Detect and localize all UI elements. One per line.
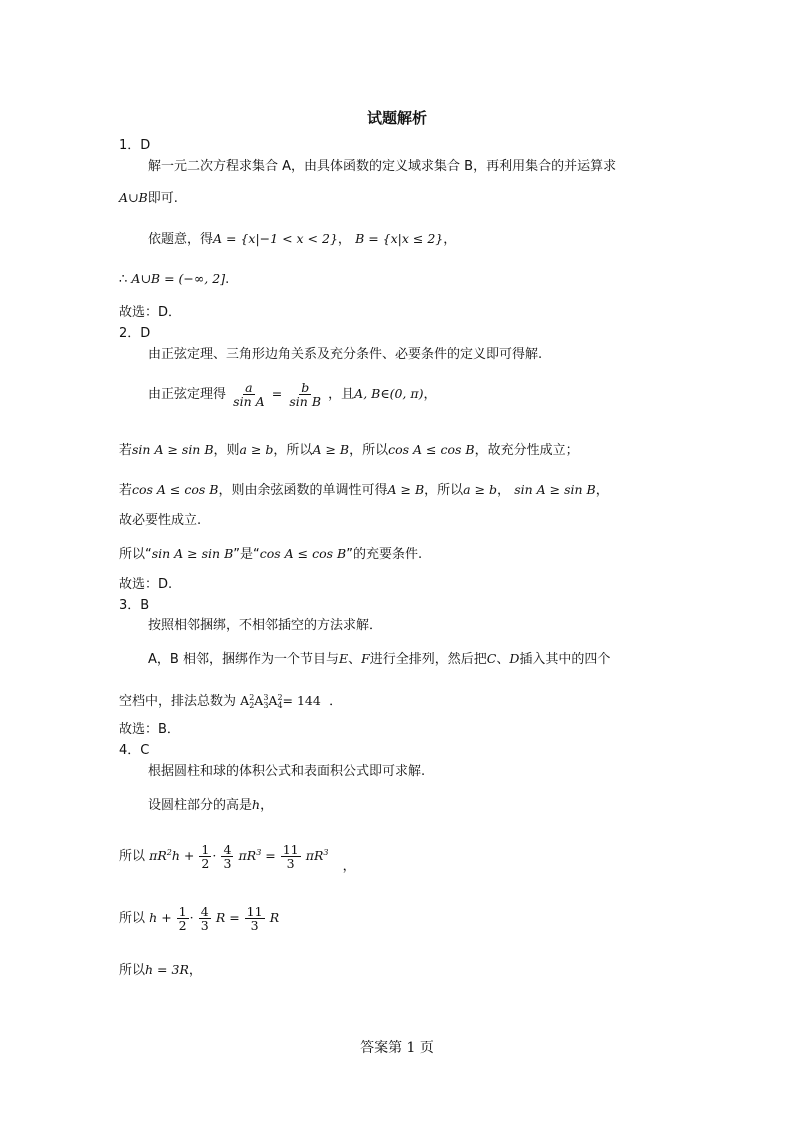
fraction-b-over-sinB: $\frac{b}{\text{sin B}}$ [289,380,322,409]
arrangement-expression: A 2 2 A 3 3 A 2 4 [240,692,283,710]
q2-necessity: 若cos A ≤ cos B，则由余弦函数的单调性可得A ≥ B，所以a ≥ b， sin A ≥ sin B， [119,482,609,498]
q3-number: 3．B [119,598,150,613]
q1-answer: 故选：D． [119,305,182,320]
q4-analysis: 根据圆柱和球的体积公式和表面积公式即可求解. [148,764,426,779]
q3-total: 空档中，排法总数为 A 2 2 A 3 3 A 2 4 = 144 ． [119,692,343,710]
q4-number: 4．C [119,743,150,758]
q1-analysis: 解一元二次方程求集合 A，由具体函数的定义域求集合 B，再利用集合的并运算求 [148,159,617,174]
q4-volume-eq: 所以 $\pi R^2h$ + $\frac{1}{2}$ · $\frac{4}{3}$ $\pi R^3$ = $\frac{11}{3}$ $\pi R^3$ ， [119,842,356,874]
q2-necessity-result: 故必要性成立. [119,513,202,528]
q4-height-def: 设圆柱部分的高是h， [148,797,274,813]
q4-height-eq: 所以 h + $\frac{1}{2}$ · $\frac{4}{3}$ R = $\frac{11}{3}$ R [119,904,280,933]
q3-answer: 故选：B． [119,722,180,737]
q2-conclusion: 所以“sin A ≥ sin B”是“cos A ≤ cos B”的充要条件. [119,546,423,562]
q3-analysis: 按照相邻捆绑，不相邻插空的方法求解． [148,618,383,633]
q1-analysis-cont: A∪B即可. [119,190,178,206]
page-footer: 答案第 1 页 [360,1040,434,1056]
fraction-a-over-sinA: $\frac{a}{\text{sin A}}$ [233,380,265,409]
q2-number: 2．D [119,326,151,341]
q1-step: 依题意，得A = {x|−1 < x < 2}， B = {x|x ≤ 2}， [148,231,457,247]
q1-conclusion: ∴ A∪B = (−∞, 2]. [119,271,230,287]
page-title: 试题解析 [366,109,427,127]
q2-analysis: 由正弦定理、三角形边角关系及充分条件、必要条件的定义即可得解. [148,347,543,362]
q4-result: 所以h = 3R， [119,962,202,978]
q3-step: A，B 相邻，捆绑作为一个节目与E、F进行全排列，然后把C、D插入其中的四个 [148,651,611,667]
q2-answer: 故选：D. [119,577,173,592]
q2-sufficiency: 若sin A ≥ sin B，则a ≥ b，所以A ≥ B，所以cos A ≤ cos B，故充分性成立； [119,442,579,458]
q1-number: 1．D [119,138,151,153]
q2-step: 由正弦定理得 $\frac{a}{\text{sin A}}$ = $\frac{b}{\text{sin B}}$ ，且A, B∈(0, π)， [148,380,437,409]
